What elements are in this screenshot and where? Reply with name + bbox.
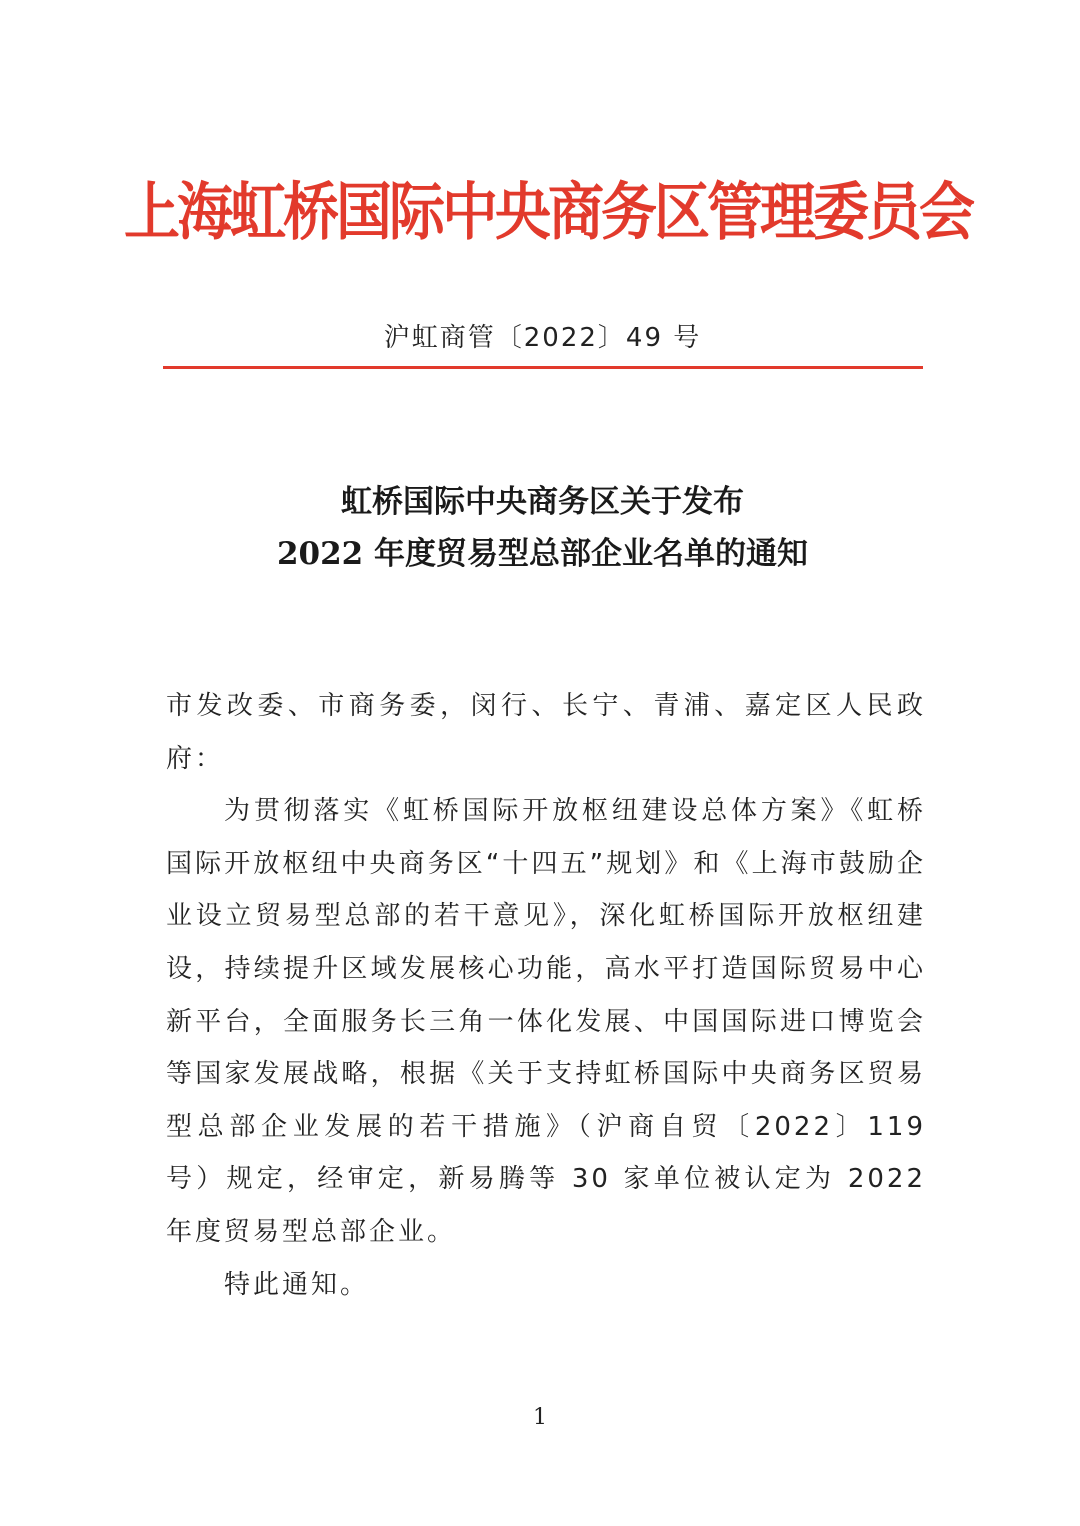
closing-line: 特此通知。 [224, 1269, 370, 1300]
red-divider-line [163, 366, 923, 369]
title-line-2: 2022 年度贸易型总部企业名单的通知 [276, 536, 809, 572]
document-body [166, 680, 926, 1311]
document-title [160, 476, 925, 580]
body-paragraph: 为贯彻落实《虹桥国际开放枢纽建设总体方案》《虹桥国际开放枢纽中央商务区“十四五”规划》和《上海市鼓励企业设立贸易型总部的若干意见》，深化虹桥国际开放枢纽建设，持续提升区域发展核心功能，高水平打造国际贸易中心新平台，全面服务长三角一体化发展、中国国际进口博览会等国家发展战略，根据《关于支持虹桥国际中央商务区贸易型总部企业发展的若干措施》（沪商自贸〔2022〕119 号）规定，经审定，新易腾等 30 家单位被认定为 2022 年度贸易型总部企业。 [166, 796, 926, 1247]
page-number: 1 [533, 1405, 547, 1430]
issuing-organization-header: 上海虹桥国际中央商务区管理委员会 [124, 175, 972, 249]
addressee-line: 市发改委、市商务委，闵行、长宁、青浦、嘉定区人民政府： [166, 691, 926, 774]
document-number: 沪虹商管〔2022〕49 号 [383, 323, 702, 353]
title-line-1: 虹桥国际中央商务区关于发布 [341, 484, 744, 520]
